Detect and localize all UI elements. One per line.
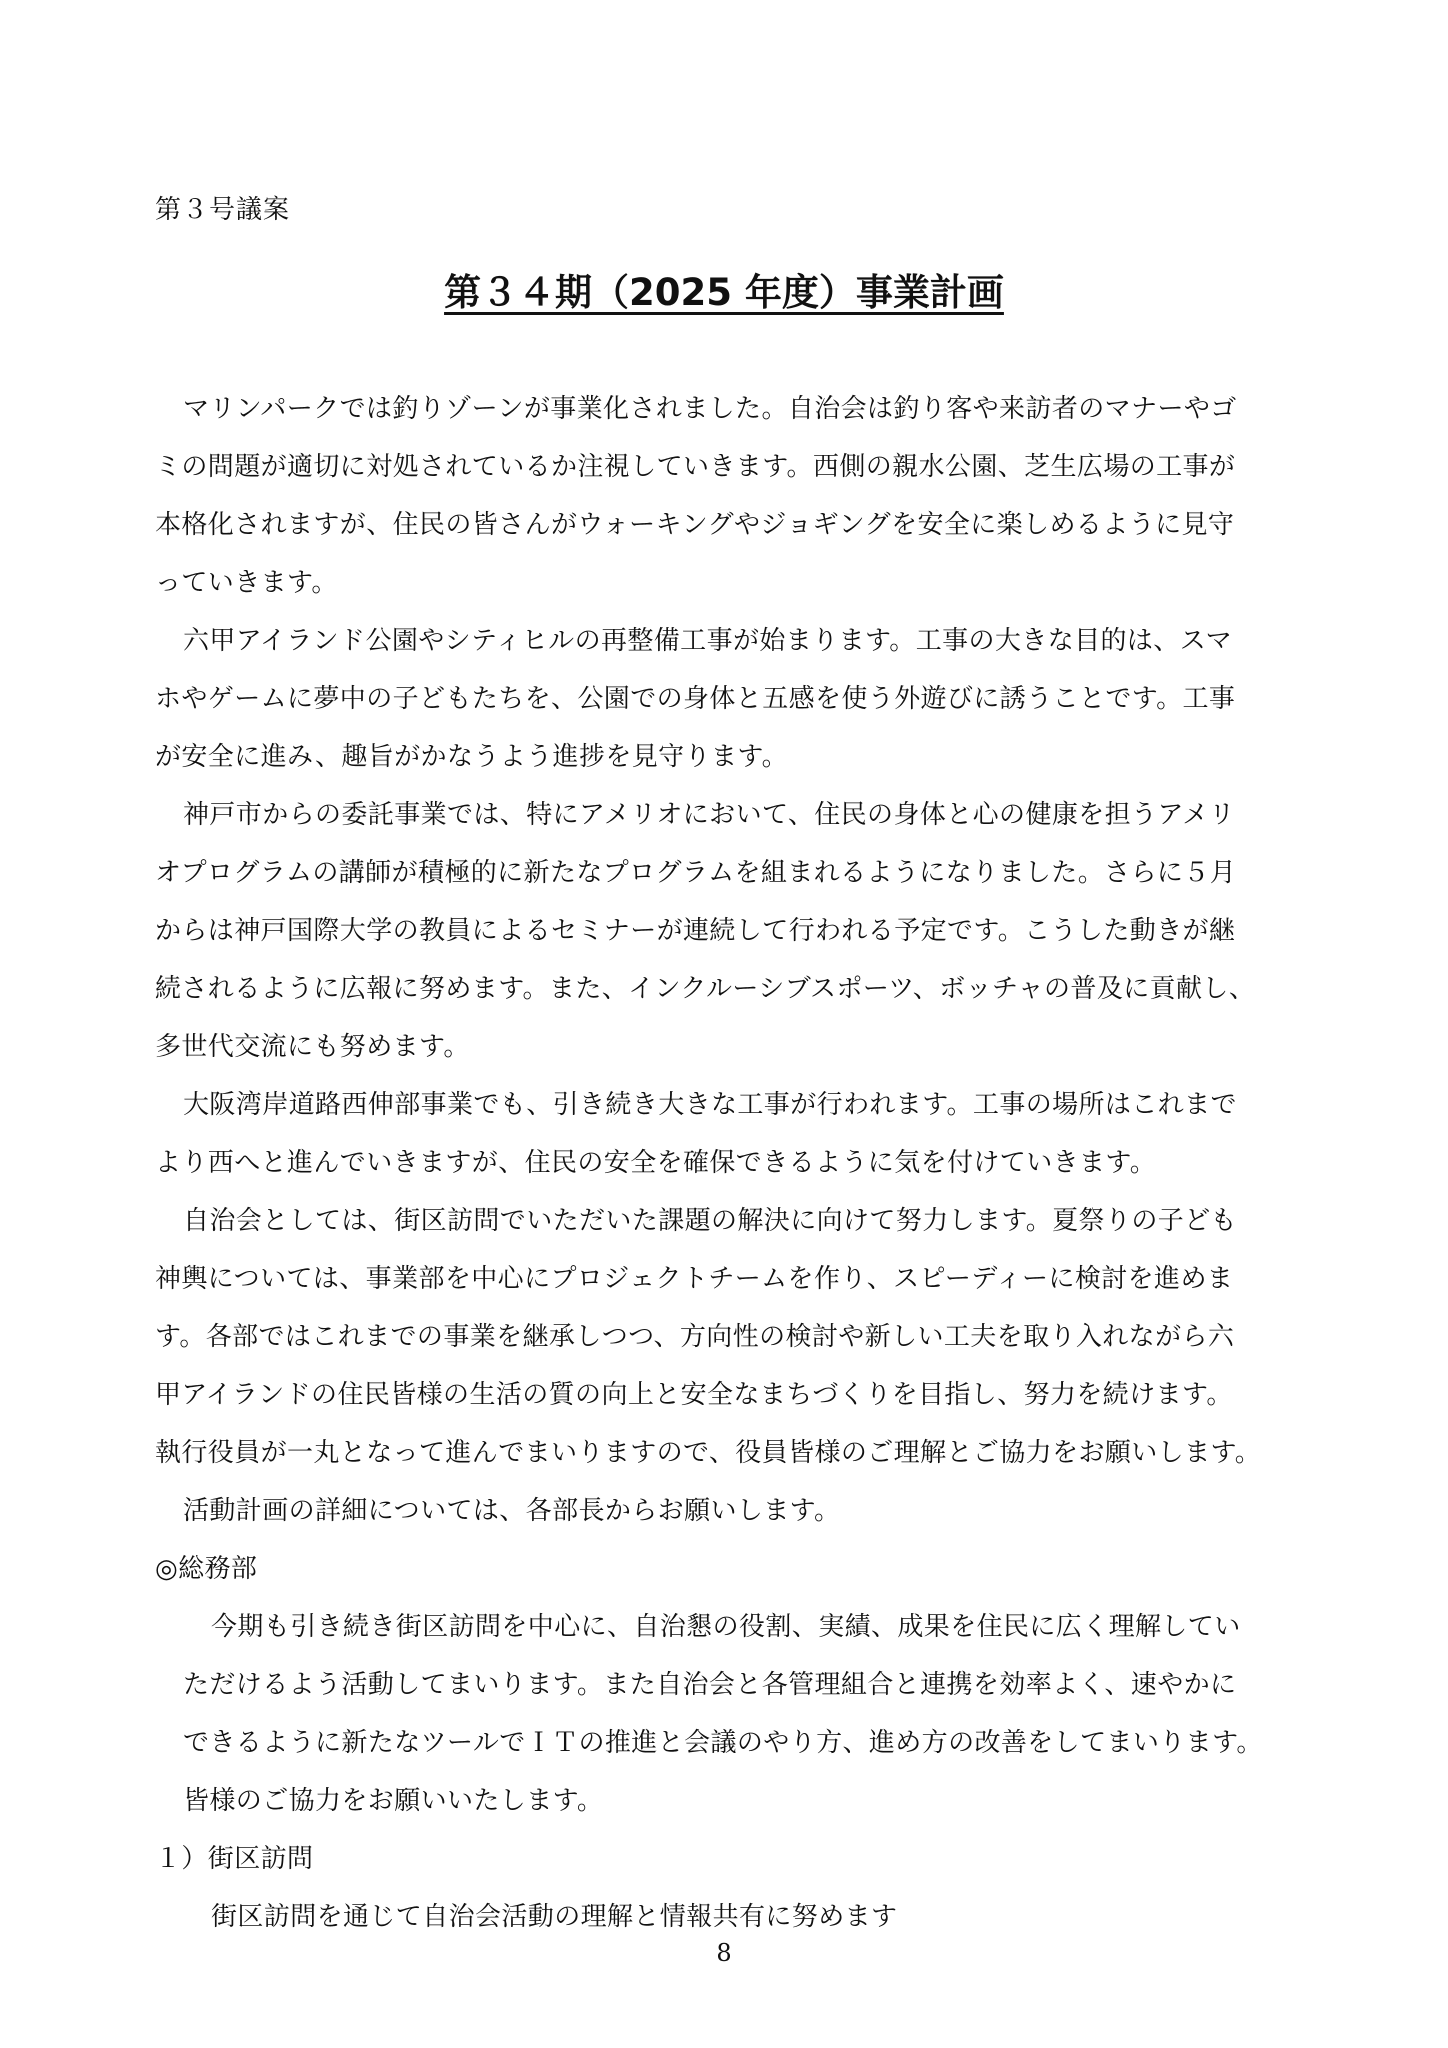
page-title-text: 第３４期（2025 年度）事業計画: [444, 271, 1004, 314]
text-line: 活動計画の詳細については、各部長からお願いします。: [183, 1496, 841, 1526]
text-line: ミの問題が適切に対処されているか注視していきます。西側の親水公園、芝生広場の工事が: [155, 452, 1236, 482]
page-title: [0, 268, 1448, 318]
text-line: ◎総務部: [155, 1554, 258, 1584]
text-line: ただけるよう活動してまいります。また自治会と各管理組合と連携を効率よく、速やかに: [183, 1670, 1237, 1700]
text-line: 皆様のご協力をお願いいたします。: [183, 1786, 604, 1816]
text-line: オプログラムの講師が積極的に新たなプログラムを組まれるようになりました。さらに５月: [155, 858, 1237, 888]
text-line: 六甲アイランド公園やシティヒルの再整備工事が始まります。工事の大きな目的は、スマ: [183, 626, 1232, 656]
text-line: 神戸市からの委託事業では、特にアメリオにおいて、住民の身体と心の健康を担うアメリ: [183, 800, 1236, 830]
text-line: 甲アイランドの住民皆様の生活の質の向上と安全なまちづくりを目指し、努力を続けます。: [155, 1380, 1233, 1410]
page-number: 8: [716, 1939, 732, 1967]
text-line: 街区訪問を通じて自治会活動の理解と情報共有に努めます: [211, 1902, 898, 1932]
text-line: が安全に進み、趣旨がかなうよう進捗を見守ります。: [155, 742, 789, 772]
text-line: 今期も引き続き街区訪問を中心に、自治懇の役割、実績、成果を住民に広く理解してい: [211, 1612, 1241, 1642]
text-line: １）街区訪問: [155, 1844, 314, 1874]
text-line: 自治会としては、街区訪問でいただいた課題の解決に向けて努力します。夏祭りの子ども: [183, 1206, 1237, 1236]
text-line: より西へと進んでいきますが、住民の安全を確保できるように気を付けていきます。: [155, 1148, 1157, 1178]
text-line: 本格化されますが、住民の皆さんがウォーキングやジョギングを安全に楽しめるように見守: [155, 510, 1235, 540]
text-line: マリンパークでは釣りゾーンが事業化されました。自治会は釣り客や来訪者のマナーやゴ: [183, 394, 1237, 424]
text-line: ホやゲームに夢中の子どもたちを、公園での身体と五感を使う外遊びに誘うことです。工事: [155, 684, 1236, 714]
text-line: す。各部ではこれまでの事業を継承しつつ、方向性の検討や新しい工夫を取り入れながら六: [155, 1322, 1235, 1352]
text-line: からは神戸国際大学の教員によるセミナーが連続して行われる予定です。こうした動きが継: [155, 916, 1236, 946]
document-body: [155, 380, 1375, 1946]
text-line: っていきます。: [155, 568, 338, 598]
text-line: 多世代交流にも努めます。: [155, 1032, 470, 1062]
text-line: できるように新たなツールでＩＴの推進と会議のやり方、進め方の改善をしてまいります。: [183, 1728, 1263, 1758]
text-line: 大阪湾岸道路西伸部事業でも、引き続き大きな工事が行われます。工事の場所はこれまで: [183, 1090, 1237, 1120]
text-line: 執行役員が一丸となって進んでまいりますので、役員皆様のご理解とご協力をお願いします。: [155, 1438, 1262, 1468]
text-line: 神輿については、事業部を中心にプロジェクトチームを作り、スピーディーに検討を進めま: [155, 1264, 1234, 1294]
agenda-label: 第３号議案: [155, 195, 291, 225]
text-line: 続されるように広報に努めます。また、インクルーシブスポーツ、ボッチャの普及に貢献し、: [155, 974, 1256, 1004]
